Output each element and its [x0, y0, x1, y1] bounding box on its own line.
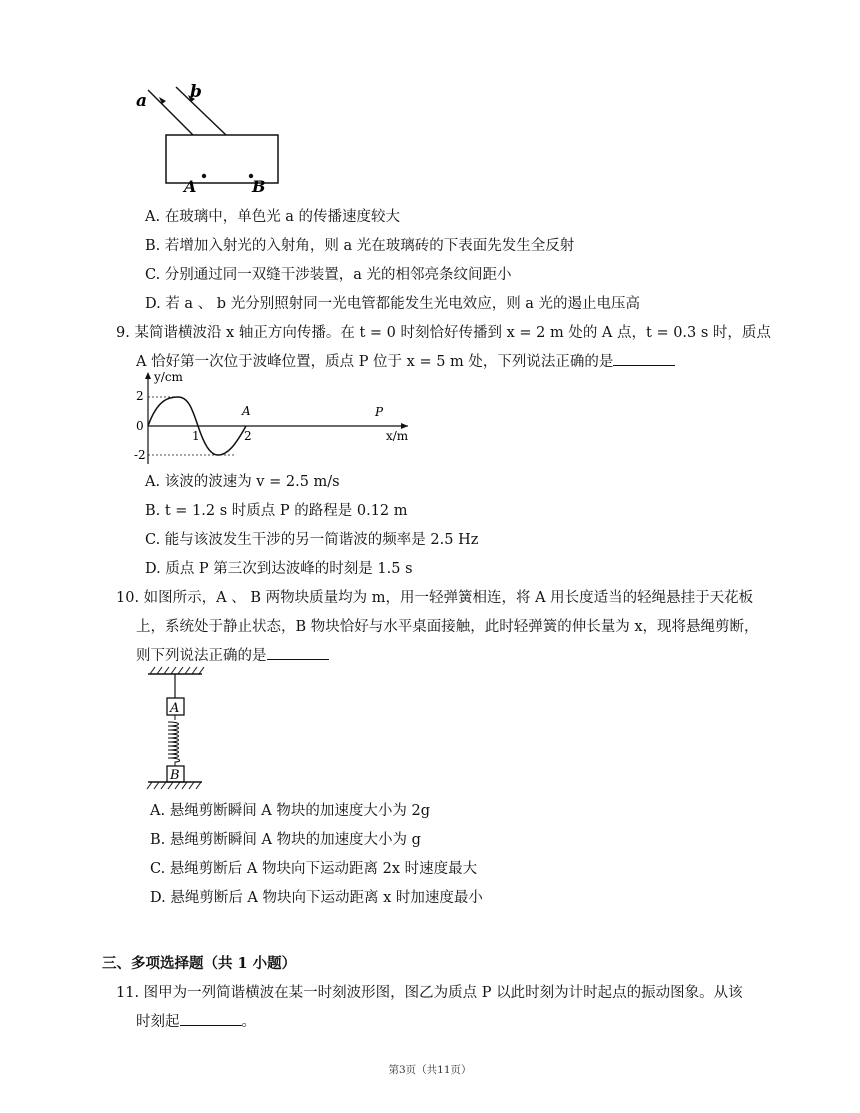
- x-tick-1: 1: [192, 429, 200, 443]
- ray-b-label: b: [190, 82, 202, 102]
- q10-option-b: B. 悬绳剪断瞬间 A 物块的加速度大小为 g: [150, 832, 421, 848]
- page-footer: 第3页（共11页）: [388, 1064, 472, 1076]
- glass-block-figure: [128, 80, 298, 198]
- q9-answer-blank[interactable]: [613, 353, 675, 366]
- x-axis-label: x/m: [386, 429, 409, 443]
- q11-stem-line2: 时刻起 。: [136, 1014, 256, 1030]
- x-tick-2: 2: [244, 429, 252, 443]
- spring-blocks-figure: [140, 662, 210, 792]
- wave-graph: [136, 368, 416, 468]
- point-a-label: A: [184, 177, 197, 196]
- q10-answer-blank[interactable]: [267, 647, 329, 660]
- section-3-title: 三、多项选择题（共 1 小题）: [102, 955, 297, 972]
- q10-option-a: A. 悬绳剪断瞬间 A 物块的加速度大小为 2g: [150, 803, 430, 819]
- ray-a-label: a: [136, 91, 148, 111]
- q9-option-c: C. 能与该波发生干涉的另一简谐波的频率是 2.5 Hz: [145, 532, 479, 548]
- q9-option-d: D. 质点 P 第三次到达波峰的时刻是 1.5 s: [145, 561, 413, 577]
- graph-point-p: P: [375, 405, 384, 419]
- q8-option-c: C. 分别通过同一双缝干涉装置，a 光的相邻亮条纹间距小: [145, 267, 512, 283]
- q9-stem-line2: A 恰好第一次位于波峰位置，质点 P 位于 x = 5 m 处，下列说法正确的是: [136, 350, 675, 371]
- q8-option-a: A. 在玻璃中，单色光 a 的传播速度较大: [145, 209, 401, 225]
- block-b-label: B: [170, 768, 180, 783]
- y-tick-pos: 2: [136, 389, 144, 403]
- graph-point-a: A: [242, 404, 251, 418]
- q8-option-b: B. 若增加入射光的入射角，则 a 光在玻璃砖的下表面先发生全反射: [145, 238, 575, 254]
- q11-answer-blank[interactable]: [180, 1013, 242, 1026]
- q10-stem-line2: 上，系统处于静止状态，B 物块恰好与水平桌面接触，此时轻弹簧的伸长量为 x，现将悬绳剪断，: [136, 619, 759, 635]
- q9-option-a: A. 该波的波速为 v = 2.5 m/s: [145, 474, 340, 490]
- point-b-label: B: [252, 177, 266, 196]
- y-axis-label: y/cm: [154, 370, 183, 384]
- q9-option-b: B. t = 1.2 s 时质点 P 的路程是 0.12 m: [145, 503, 408, 519]
- q10-option-d: D. 悬绳剪断后 A 物块向下运动距离 x 时加速度最小: [150, 890, 483, 906]
- q11-stem-line1: 11. 图甲为一列简谐横波在某一时刻波形图，图乙为质点 P 以此时刻为计时起点的振动图象。从该: [116, 985, 743, 1001]
- q8-option-d: D. 若 a 、 b 光分别照射同一光电管都能发生光电效应，则 a 光的遏止电压高: [145, 296, 641, 312]
- block-a-label: A: [170, 701, 180, 716]
- y-tick-neg: -2: [134, 448, 146, 462]
- q9-stem-line1: 9. 某简谐横波沿 x 轴正方向传播。在 t = 0 时刻恰好传播到 x = 2 m 处的 A 点，t = 0.3 s 时，质点: [116, 325, 771, 341]
- q10-stem-line3: 则下列说法正确的是: [136, 644, 329, 665]
- q10-option-c: C. 悬绳剪断后 A 物块向下运动距离 2x 时速度最大: [150, 861, 478, 877]
- y-tick-zero: 0: [136, 419, 144, 433]
- q10-stem-line1: 10. 如图所示，A 、 B 两物块质量均为 m，用一轻弹簧相连，将 A 用长度适当的轻绳悬挂于天花板: [116, 590, 754, 606]
